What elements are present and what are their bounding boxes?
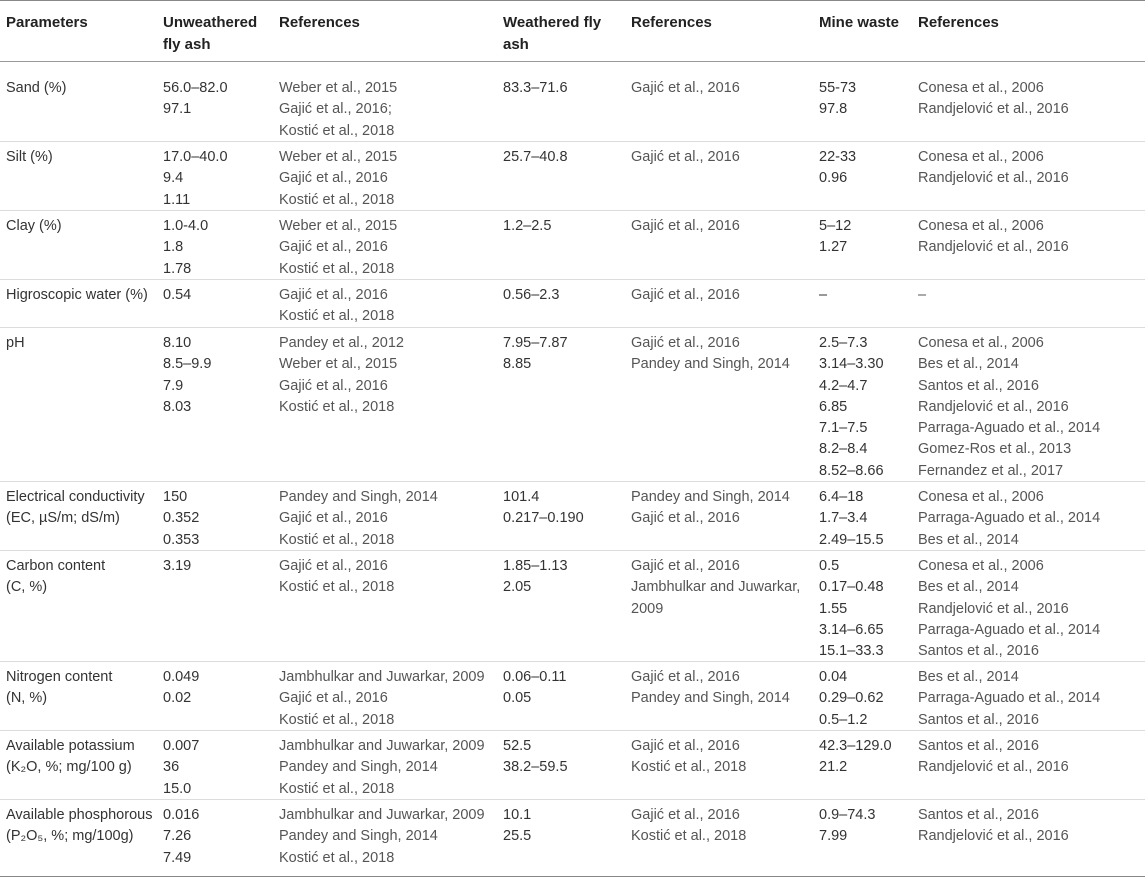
header-weathered-fly-ash xyxy=(503,12,618,56)
weathered-references-cell xyxy=(631,805,746,848)
mine-waste-references-cell-line: Santos et al., 2016 xyxy=(918,738,1039,754)
header-rule xyxy=(0,61,1145,62)
unweathered-references-cell-line: Kostić et al., 2018 xyxy=(279,531,395,548)
mine-waste-references-cell-line: Santos et al., 2016 xyxy=(918,711,1039,728)
mine-waste-cell-line: 8.52–8.66 xyxy=(819,462,884,479)
header-mine-waste xyxy=(819,12,899,34)
mine-waste-references-cell-line: Randjelović et al., 2016 xyxy=(918,828,1069,845)
weathered-cell-line: 52.5 xyxy=(503,738,532,754)
param-cell xyxy=(6,667,112,710)
header-references-3-label: References xyxy=(918,14,999,31)
unweathered-cell-line: 3.19 xyxy=(163,558,192,574)
mine-waste-cell-line: 0.9–74.3 xyxy=(819,807,876,823)
unweathered-cell-line: 1.11 xyxy=(163,191,191,208)
unweathered-references-cell-line: Weber et al., 2015 xyxy=(279,80,398,96)
mine-waste-cell xyxy=(819,667,884,731)
param-cell-line: pH xyxy=(6,335,25,351)
weathered-references-cell-line: Pandey and Singh, 2014 xyxy=(631,356,790,373)
row-divider xyxy=(0,730,1145,731)
header-weathered-label: Weathered fly ash xyxy=(503,14,602,53)
unweathered-references-cell-line: Kostić et al., 2018 xyxy=(279,780,395,797)
mine-waste-cell-line: 7.99 xyxy=(819,828,848,845)
weathered-references-cell-line: 2009 xyxy=(631,600,664,617)
mine-waste-references-cell-line: Parraga-Aguado et al., 2014 xyxy=(918,420,1101,437)
unweathered-references-cell-line: Jambhulkar and Juwarkar, 2009 xyxy=(279,738,485,754)
mine-waste-references-cell-line: Parraga-Aguado et al., 2014 xyxy=(918,621,1101,638)
mine-waste-references-cell-line: Parraga-Aguado et al., 2014 xyxy=(918,510,1101,527)
weathered-references-cell-line: Gajić et al., 2016 xyxy=(631,149,740,165)
weathered-cell-line: 0.217–0.190 xyxy=(503,510,584,527)
unweathered-cell-line: 0.007 xyxy=(163,738,200,754)
mine-waste-cell-line: 42.3–129.0 xyxy=(819,738,892,754)
weathered-references-cell-line: Gajić et al., 2016 xyxy=(631,510,740,527)
unweathered-references-cell-line: Kostić et al., 2018 xyxy=(279,122,395,139)
param-cell xyxy=(6,487,145,530)
mine-waste-references-cell-line: Bes et al., 2014 xyxy=(918,531,1019,548)
header-mine-waste-label: Mine waste xyxy=(819,14,900,31)
weathered-references-cell xyxy=(631,216,740,237)
unweathered-cell-line: 17.0–40.0 xyxy=(163,149,228,165)
weathered-references-cell-line: Kostić et al., 2018 xyxy=(631,759,747,776)
row-divider xyxy=(0,279,1145,280)
mine-waste-cell-line: 6.85 xyxy=(819,398,848,415)
unweathered-cell-line: 1.0-4.0 xyxy=(163,218,209,234)
weathered-cell xyxy=(503,736,568,779)
mine-waste-cell-line: 4.2–4.7 xyxy=(819,377,868,394)
unweathered-references-cell-line: Kostić et al., 2018 xyxy=(279,579,395,596)
param-cell-line: Nitrogen content xyxy=(6,669,113,685)
unweathered-cell-line: 56.0–82.0 xyxy=(163,80,228,96)
weathered-references-cell-line: Jambhulkar and Juwarkar, xyxy=(631,579,801,596)
unweathered-references-cell-line: Gajić et al., 2016 xyxy=(279,690,388,707)
mine-waste-cell xyxy=(819,216,851,259)
mine-waste-references-cell-line: Conesa et al., 2006 xyxy=(918,489,1044,505)
mine-waste-cell-line: 6.4–18 xyxy=(819,489,864,505)
mine-waste-references-cell xyxy=(918,667,1100,731)
unweathered-references-cell xyxy=(279,556,394,599)
param-cell-line: Clay (%) xyxy=(6,218,62,234)
param-cell-line: Electrical conductivity xyxy=(6,489,145,505)
mine-waste-references-cell-line: Randjelović et al., 2016 xyxy=(918,398,1069,415)
row-divider xyxy=(0,799,1145,800)
unweathered-references-cell xyxy=(279,487,438,551)
mine-waste-cell-line: 2.5–7.3 xyxy=(819,335,868,351)
param-cell xyxy=(6,78,66,99)
weathered-references-cell-line: Pandey and Singh, 2014 xyxy=(631,690,790,707)
unweathered-references-cell-line: Kostić et al., 2018 xyxy=(279,398,395,415)
header-unweathered-label: Unweathered fly ash xyxy=(163,14,258,53)
mine-waste-cell-line: 5–12 xyxy=(819,218,852,234)
mine-waste-cell-line: – xyxy=(819,287,828,303)
mine-waste-cell-line: 1.7–3.4 xyxy=(819,510,868,527)
mine-waste-references-cell-line: Parraga-Aguado et al., 2014 xyxy=(918,690,1101,707)
mine-waste-references-cell xyxy=(918,805,1069,848)
weathered-cell-line: 38.2–59.5 xyxy=(503,759,568,776)
mine-waste-cell-line: 0.96 xyxy=(819,170,848,187)
mine-waste-cell-line: 8.2–8.4 xyxy=(819,441,868,458)
unweathered-cell-line: 0.016 xyxy=(163,807,200,823)
weathered-cell-line: 7.95–7.87 xyxy=(503,335,568,351)
param-cell xyxy=(6,736,135,779)
mine-waste-cell-line: 21.2 xyxy=(819,759,848,776)
unweathered-references-cell-line: Kostić et al., 2018 xyxy=(279,711,395,728)
unweathered-references-cell-line: Gajić et al., 2016 xyxy=(279,510,388,527)
row-divider xyxy=(0,210,1145,211)
weathered-references-cell xyxy=(631,285,740,306)
mine-waste-cell-line: 2.49–15.5 xyxy=(819,531,884,548)
mine-waste-cell xyxy=(819,147,856,190)
unweathered-references-cell-line: Gajić et al., 2016 xyxy=(279,558,388,574)
unweathered-cell-line: 36 xyxy=(163,759,180,776)
mine-waste-references-cell xyxy=(918,333,1100,482)
mine-waste-references-cell xyxy=(918,556,1100,662)
mine-waste-cell xyxy=(819,805,875,848)
mine-waste-references-cell-line: Randjelović et al., 2016 xyxy=(918,759,1069,776)
weathered-cell-line: 0.06–0.11 xyxy=(503,669,567,685)
unweathered-references-cell-line: Kostić et al., 2018 xyxy=(279,849,395,866)
unweathered-cell xyxy=(163,487,199,551)
param-cell-line: Silt (%) xyxy=(6,149,53,165)
unweathered-references-cell-line: Gajić et al., 2016 xyxy=(279,239,388,256)
mine-waste-cell-line: 3.14–3.30 xyxy=(819,356,884,373)
unweathered-cell xyxy=(163,556,191,577)
param-cell xyxy=(6,333,25,354)
table-top-rule xyxy=(0,0,1145,1)
unweathered-references-cell-line: Pandey et al., 2012 xyxy=(279,335,404,351)
mine-waste-references-cell xyxy=(918,487,1100,551)
weathered-cell-line: 1.85–1.13 xyxy=(503,558,568,574)
param-cell-line: (C, %) xyxy=(6,579,48,596)
mine-waste-references-cell-line: Conesa et al., 2006 xyxy=(918,149,1044,165)
unweathered-cell xyxy=(163,216,208,280)
param-cell xyxy=(6,285,148,306)
param-cell-line: Sand (%) xyxy=(6,80,67,96)
header-references-2-label: References xyxy=(631,14,712,31)
table-bottom-rule xyxy=(0,876,1145,877)
unweathered-cell xyxy=(163,285,191,306)
unweathered-cell-line: 1.78 xyxy=(163,260,192,277)
unweathered-cell xyxy=(163,805,199,869)
unweathered-references-cell-line: Gajić et al., 2016; xyxy=(279,101,392,118)
mine-waste-references-cell xyxy=(918,216,1069,259)
weathered-cell-line: 8.85 xyxy=(503,356,532,373)
mine-waste-references-cell-line: Gomez-Ros et al., 2013 xyxy=(918,441,1072,458)
unweathered-references-cell xyxy=(279,147,397,211)
unweathered-cell-line: 15.0 xyxy=(163,780,192,797)
mine-waste-references-cell-line: Santos et al., 2016 xyxy=(918,807,1039,823)
mine-waste-cell-line: 7.1–7.5 xyxy=(819,420,868,437)
unweathered-cell-line: 1.8 xyxy=(163,239,184,256)
mine-waste-references-cell xyxy=(918,736,1069,779)
weathered-cell xyxy=(503,805,531,848)
unweathered-cell-line: 8.10 xyxy=(163,335,192,351)
unweathered-cell-line: 7.9 xyxy=(163,377,184,394)
weathered-references-cell xyxy=(631,556,800,620)
mine-waste-cell xyxy=(819,285,827,306)
weathered-cell xyxy=(503,556,568,599)
weathered-cell xyxy=(503,216,551,237)
unweathered-references-cell xyxy=(279,78,397,142)
unweathered-cell-line: 9.4 xyxy=(163,170,184,187)
param-cell-line: (K₂O, %; mg/100 g) xyxy=(6,759,132,776)
unweathered-references-cell-line: Weber et al., 2015 xyxy=(279,218,398,234)
weathered-references-cell-line: Gajić et al., 2016 xyxy=(631,218,740,234)
weathered-cell-line: 83.3–71.6 xyxy=(503,80,568,96)
weathered-cell-line: 25.7–40.8 xyxy=(503,149,568,165)
row-divider xyxy=(0,661,1145,662)
mine-waste-references-cell xyxy=(918,147,1069,190)
unweathered-cell xyxy=(163,736,199,800)
weathered-references-cell xyxy=(631,487,790,530)
unweathered-references-cell-line: Weber et al., 2015 xyxy=(279,149,398,165)
unweathered-cell-line: 7.26 xyxy=(163,828,192,845)
weathered-cell-line: 25.5 xyxy=(503,828,532,845)
weathered-cell-line: 2.05 xyxy=(503,579,532,596)
weathered-references-cell-line: Gajić et al., 2016 xyxy=(631,807,740,823)
mine-waste-cell-line: 1.27 xyxy=(819,239,848,256)
header-references-3 xyxy=(918,12,999,34)
header-references-1-label: References xyxy=(279,14,360,31)
unweathered-references-cell xyxy=(279,805,485,869)
param-cell-line: Carbon content xyxy=(6,558,106,574)
mine-waste-references-cell-line: Conesa et al., 2006 xyxy=(918,558,1044,574)
weathered-references-cell-line: Kostić et al., 2018 xyxy=(631,828,747,845)
param-cell-line: Higroscopic water (%) xyxy=(6,287,148,303)
unweathered-references-cell-line: Pandey and Singh, 2014 xyxy=(279,828,438,845)
unweathered-references-cell xyxy=(279,285,394,328)
param-cell xyxy=(6,216,62,237)
mine-waste-references-cell-line: Conesa et al., 2006 xyxy=(918,80,1044,96)
mine-waste-cell xyxy=(819,333,884,482)
weathered-cell-line: 0.05 xyxy=(503,690,532,707)
mine-waste-references-cell-line: Santos et al., 2016 xyxy=(918,377,1039,394)
row-divider xyxy=(0,481,1145,482)
unweathered-references-cell xyxy=(279,216,397,280)
mine-waste-references-cell-line: Conesa et al., 2006 xyxy=(918,335,1044,351)
unweathered-cell-line: 0.049 xyxy=(163,669,200,685)
weathered-cell xyxy=(503,333,568,376)
mine-waste-references-cell-line: Randjelović et al., 2016 xyxy=(918,600,1069,617)
param-cell-line: (P₂O₅, %; mg/100g) xyxy=(6,828,134,845)
param-cell xyxy=(6,556,105,599)
unweathered-references-cell-line: Kostić et al., 2018 xyxy=(279,308,395,325)
weathered-cell-line: 101.4 xyxy=(503,489,540,505)
weathered-cell xyxy=(503,285,559,306)
mine-waste-references-cell-line: Randjelović et al., 2016 xyxy=(918,170,1069,187)
unweathered-cell-line: 7.49 xyxy=(163,849,192,866)
weathered-references-cell xyxy=(631,667,790,710)
unweathered-cell-line: 0.54 xyxy=(163,287,192,303)
weathered-cell-line: 1.2–2.5 xyxy=(503,218,552,234)
mine-waste-references-cell-line: Bes et al., 2014 xyxy=(918,356,1019,373)
weathered-references-cell-line: Gajić et al., 2016 xyxy=(631,287,740,303)
mine-waste-cell xyxy=(819,556,884,662)
mine-waste-cell-line: 0.29–0.62 xyxy=(819,690,884,707)
mine-waste-references-cell-line: Conesa et al., 2006 xyxy=(918,218,1044,234)
unweathered-cell-line: 0.02 xyxy=(163,690,192,707)
unweathered-cell xyxy=(163,333,211,418)
mine-waste-references-cell-line: Randjelović et al., 2016 xyxy=(918,239,1069,256)
header-references-1 xyxy=(279,12,360,34)
mine-waste-cell-line: 0.04 xyxy=(819,669,848,685)
weathered-cell-line: 10.1 xyxy=(503,807,532,823)
weathered-references-cell-line: Pandey and Singh, 2014 xyxy=(631,489,790,505)
unweathered-cell-line: 0.353 xyxy=(163,531,200,548)
unweathered-references-cell-line: Pandey and Singh, 2014 xyxy=(279,489,438,505)
header-parameters-label: Parameters xyxy=(6,14,88,31)
unweathered-cell xyxy=(163,667,199,710)
row-divider xyxy=(0,550,1145,551)
weathered-references-cell xyxy=(631,333,790,376)
unweathered-cell-line: 8.03 xyxy=(163,398,192,415)
weathered-cell xyxy=(503,147,568,168)
mine-waste-cell xyxy=(819,736,892,779)
weathered-cell xyxy=(503,667,566,710)
mine-waste-cell xyxy=(819,487,884,551)
mine-waste-cell-line: 97.8 xyxy=(819,101,848,118)
mine-waste-cell-line: 0.17–0.48 xyxy=(819,579,884,596)
unweathered-references-cell xyxy=(279,667,485,731)
mine-waste-cell-line: 3.14–6.65 xyxy=(819,621,884,638)
unweathered-references-cell-line: Jambhulkar and Juwarkar, 2009 xyxy=(279,807,485,823)
weathered-references-cell-line: Gajić et al., 2016 xyxy=(631,738,740,754)
mine-waste-references-cell-line: – xyxy=(918,287,927,303)
unweathered-references-cell-line: Jambhulkar and Juwarkar, 2009 xyxy=(279,669,485,685)
unweathered-references-cell-line: Pandey and Singh, 2014 xyxy=(279,759,438,776)
weathered-references-cell-line: Gajić et al., 2016 xyxy=(631,669,740,685)
weathered-cell xyxy=(503,78,568,99)
param-cell-line: (EC, µS/m; dS/m) xyxy=(6,510,120,527)
row-divider xyxy=(0,141,1145,142)
unweathered-references-cell-line: Gajić et al., 2016 xyxy=(279,377,388,394)
mine-waste-references-cell-line: Santos et al., 2016 xyxy=(918,643,1039,660)
param-cell-line: (N, %) xyxy=(6,690,48,707)
weathered-cell xyxy=(503,487,584,530)
header-parameters xyxy=(6,12,88,34)
unweathered-cell-line: 150 xyxy=(163,489,188,505)
unweathered-references-cell-line: Gajić et al., 2016 xyxy=(279,170,388,187)
weathered-references-cell xyxy=(631,78,740,99)
mine-waste-cell-line: 0.5–1.2 xyxy=(819,711,868,728)
header-unweathered-fly-ash xyxy=(163,12,273,56)
unweathered-references-cell xyxy=(279,333,404,418)
unweathered-cell-line: 0.352 xyxy=(163,510,200,527)
mine-waste-references-cell-line: Bes et al., 2014 xyxy=(918,669,1019,685)
weathered-references-cell xyxy=(631,147,740,168)
mine-waste-references-cell xyxy=(918,78,1069,121)
unweathered-references-cell xyxy=(279,736,485,800)
weathered-references-cell-line: Gajić et al., 2016 xyxy=(631,335,740,351)
mine-waste-cell-line: 22-33 xyxy=(819,149,857,165)
param-cell-line: Available potassium xyxy=(6,738,135,754)
weathered-references-cell-line: Gajić et al., 2016 xyxy=(631,558,740,574)
unweathered-references-cell-line: Kostić et al., 2018 xyxy=(279,191,395,208)
weathered-references-cell-line: Gajić et al., 2016 xyxy=(631,80,740,96)
unweathered-cell-line: 8.5–9.9 xyxy=(163,356,212,373)
weathered-cell-line: 0.56–2.3 xyxy=(503,287,560,303)
row-divider xyxy=(0,327,1145,328)
unweathered-cell xyxy=(163,78,228,121)
mine-waste-cell-line: 15.1–33.3 xyxy=(819,643,884,660)
unweathered-references-cell-line: Weber et al., 2015 xyxy=(279,356,398,373)
mine-waste-references-cell-line: Randjelović et al., 2016 xyxy=(918,101,1069,118)
weathered-references-cell xyxy=(631,736,746,779)
header-references-2 xyxy=(631,12,712,34)
mine-waste-cell xyxy=(819,78,856,121)
mine-waste-references-cell xyxy=(918,285,926,306)
mine-waste-references-cell-line: Bes et al., 2014 xyxy=(918,579,1019,596)
unweathered-references-cell-line: Kostić et al., 2018 xyxy=(279,260,395,277)
mine-waste-references-cell-line: Fernandez et al., 2017 xyxy=(918,462,1064,479)
unweathered-references-cell-line: Gajić et al., 2016 xyxy=(279,287,388,303)
mine-waste-cell-line: 1.55 xyxy=(819,600,848,617)
param-cell xyxy=(6,805,152,848)
unweathered-cell xyxy=(163,147,228,211)
param-cell xyxy=(6,147,53,168)
mine-waste-cell-line: 0.5 xyxy=(819,558,840,574)
mine-waste-cell-line: 55-73 xyxy=(819,80,857,96)
param-cell-line: Available phosphorous xyxy=(6,807,153,823)
unweathered-cell-line: 97.1 xyxy=(163,101,192,118)
